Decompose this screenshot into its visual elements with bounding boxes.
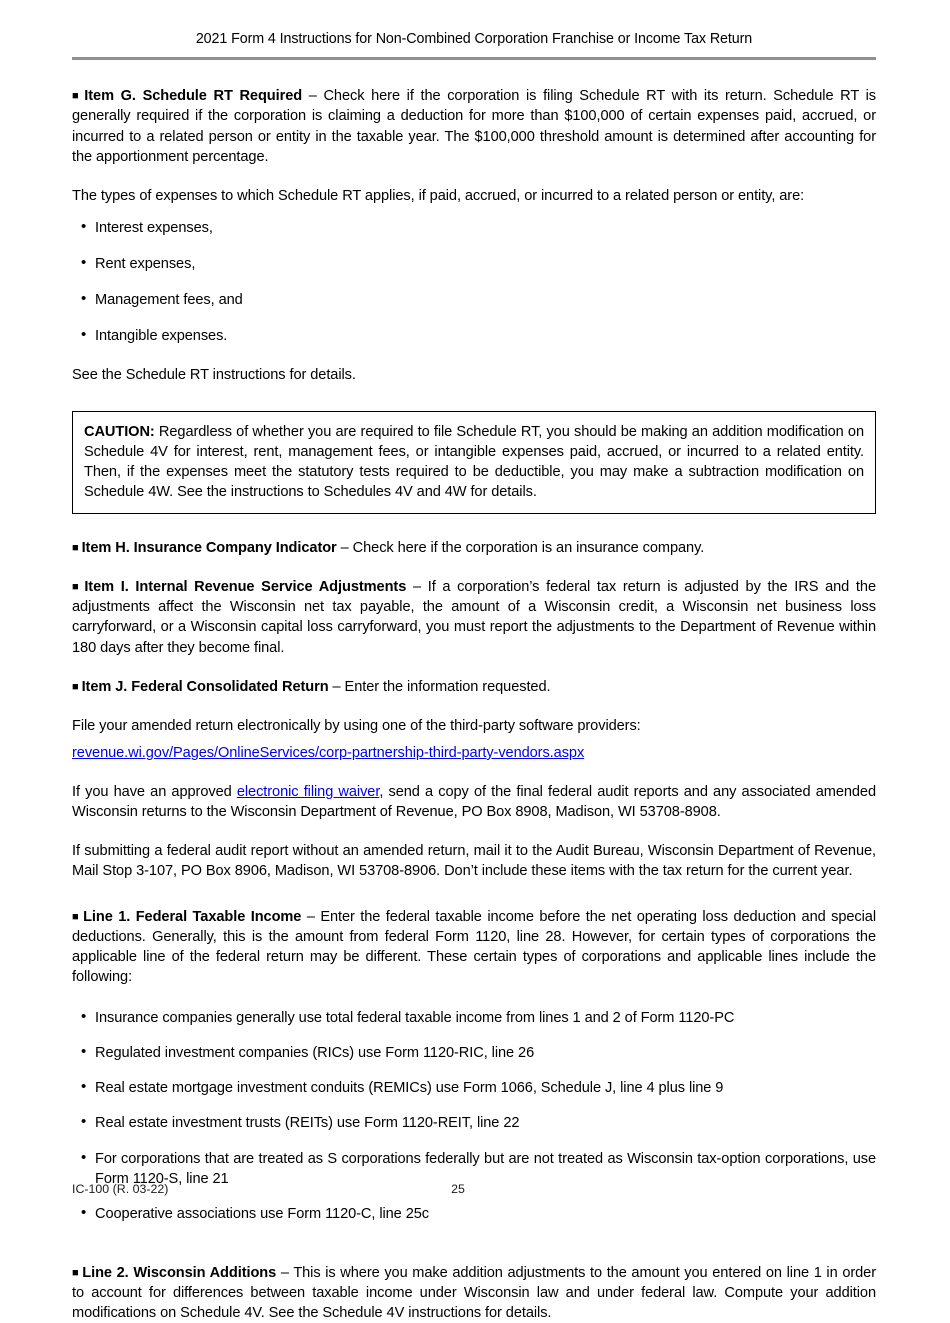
list-item: [72, 290, 876, 310]
list-item-label: Rent expenses,: [95, 256, 196, 273]
item-i-paragraph: [72, 577, 876, 658]
item-j-heading: Item J. Federal Consolidated Return: [81, 678, 329, 695]
item-j-paragraph: [72, 677, 876, 697]
list-item-label: Real estate mortgage investment conduits (REMICs) use Form 1066, Schedule J, line 4 plus line 9: [95, 1080, 724, 1097]
heading-dash: –: [302, 88, 324, 105]
item-g-paragraph: [72, 86, 876, 167]
spacer: [72, 987, 876, 1008]
form-number-label: IC-100 (R. 03-22): [72, 1182, 169, 1196]
square-bullet-icon: ■: [72, 581, 82, 594]
item-h-body: Check here if the corporation is an insurance company.: [352, 540, 705, 557]
list-item: [72, 1113, 876, 1133]
dot-bullet-icon: •: [81, 1113, 87, 1131]
expense-types-list: [72, 218, 876, 347]
item-h-paragraph: [72, 538, 876, 558]
spacer: [72, 60, 876, 86]
list-item-label: Intangible expenses.: [95, 328, 228, 345]
page-header-title: 2021 Form 4 Instructions for Non-Combined Corporation Franchise or Income Tax Return: [195, 31, 753, 47]
spacer: [72, 822, 876, 841]
dot-bullet-icon: •: [81, 1148, 87, 1166]
third-party-vendors-link[interactable]: revenue.wi.gov/Pages/OnlineServices/corp-partnership-third-party-vendors.aspx: [72, 744, 585, 761]
page-footer: [72, 1182, 876, 1198]
spacer: [72, 514, 876, 538]
dot-bullet-icon: •: [81, 254, 87, 272]
heading-dash: –: [328, 678, 345, 695]
square-bullet-icon: ■: [72, 90, 82, 103]
heading-dash: –: [406, 579, 428, 596]
dot-bullet-icon: •: [81, 1043, 87, 1061]
dot-bullet-icon: •: [81, 1203, 87, 1221]
list-item: [72, 326, 876, 346]
line-1-paragraph: [72, 907, 876, 988]
heading-dash: –: [276, 1264, 294, 1281]
list-item: [72, 1043, 876, 1063]
list-item: [72, 1078, 876, 1098]
caution-label: CAUTION:: [84, 423, 155, 440]
audit-report-paragraph: If submitting a federal audit report without an amended return, mail it to the Audit Bureau, Wisconsin Department of Revenue, Mail Stop 3-107, PO Box 8906, Madison, WI 53708-8906. Don’t include these items with the tax return for the current year.: [72, 843, 876, 880]
page-content: [72, 30, 876, 1323]
spacer: [72, 346, 876, 365]
caution-paragraph: [84, 422, 864, 503]
item-j-body: Enter the information requested.: [344, 678, 551, 695]
dot-bullet-icon: •: [81, 290, 87, 308]
square-bullet-icon: ■: [72, 910, 81, 923]
efile-intro-text: File your amended return electronically by using one of the third-party software providers:: [72, 717, 641, 734]
waiver-text-after: , send a copy of the final federal audit reports and any associated amended Wisconsin returns to the Wisconsin Department of Revenue, PO Box 8908, Madison, WI 53708-8908.: [72, 784, 876, 821]
footer-inner: [72, 1182, 876, 1198]
heading-dash: –: [301, 908, 321, 925]
spacer: [72, 658, 876, 677]
spacer: [72, 1239, 876, 1263]
dot-bullet-icon: •: [81, 326, 87, 344]
line-1-heading: Line 1. Federal Taxable Income: [83, 908, 302, 925]
spacer: [72, 697, 876, 716]
item-i-body: If a corporation’s federal tax return is adjusted by the IRS and the adjustments affect the Wisconsin net tax payable, the amount of a Wisconsin credit, a Wisconsin net business loss carryforward, or a Wisconsin capital loss carryforward, you must report the adjustments to the Department of Revenue within 180 days after they become final.: [72, 579, 876, 656]
spacer: [72, 736, 876, 743]
heading-dash: –: [336, 540, 353, 557]
item-i-heading: Item I. Internal Revenue Service Adjustments: [84, 579, 407, 596]
dot-bullet-icon: •: [81, 1008, 87, 1026]
vendor-link-paragraph: [72, 743, 876, 763]
list-item-label: For corporations that are treated as S corporations federally but are not treated as Wisconsin tax-option corporations, use Form 1120-S, line 21: [95, 1150, 876, 1187]
list-item-label: Insurance companies generally use total federal taxable income from lines 1 and 2 of Form 1120-PC: [95, 1010, 735, 1027]
schedule-rt-details-note: See the Schedule RT instructions for details.: [72, 367, 356, 384]
square-bullet-icon: ■: [72, 680, 79, 693]
item-g-body: Check here if the corporation is filing Schedule RT with its return. Schedule RT is generally required if the corporation is claiming a deduction for more than $100,000 of certain expenses paid, accrued, or incurred to a related person or entity in the taxable year. The $100,000 threshold amount is determined after accounting for the apportionment percentage.: [72, 88, 876, 165]
spacer: [72, 882, 876, 907]
square-bullet-icon: ■: [72, 1266, 80, 1279]
item-h-heading: Item H. Insurance Company Indicator: [81, 540, 337, 557]
list-item: [72, 218, 876, 238]
waiver-text-before: If you have an approved: [72, 784, 237, 801]
spacer: [72, 763, 876, 782]
spacer: [72, 558, 876, 577]
caution-callout-box: [72, 411, 876, 515]
spacer: [72, 167, 876, 186]
list-item: [72, 1008, 876, 1028]
caution-body: Regardless of whether you are required to file Schedule RT, you should be making an addition modification on Schedule 4V for interest, rent, management fees, or intangible expenses paid, accrued, or incurred to a related entity. Then, if the expenses meet the statutory tests required to be deductible, you may make a subtraction modification on Schedule 4W. See the instructions to Schedules 4V and 4W for details.: [84, 423, 864, 500]
line-1-body: Enter the federal taxable income before the net operating loss deduction and special deductions. Generally, this is the amount from federal Form 1120, line 28. However, for certain types of corporations the applicable line of the federal return may be different. These certain types of corporations and applicable lines include the following:: [72, 908, 876, 985]
list-item: [72, 254, 876, 274]
list-item-label: Management fees, and: [95, 292, 243, 309]
list-item-label: Cooperative associations use Form 1120-C, line 25c: [95, 1205, 429, 1222]
item-g-heading: Item G. Schedule RT Required: [84, 88, 303, 105]
line-2-body: This is where you make addition adjustments to the amount you entered on line 1 in order to account for differences between taxable income under Wisconsin law and under federal law. Compute your addition modifications on Schedule 4V. See the Schedule 4V instructions for details.: [72, 1264, 876, 1322]
square-bullet-icon: ■: [72, 542, 79, 555]
dot-bullet-icon: •: [81, 1078, 87, 1096]
list-item-label: Regulated investment companies (RICs) use Form 1120-RIC, line 26: [95, 1045, 535, 1062]
spacer: [72, 386, 876, 411]
item-g-expenses-intro: The types of expenses to which Schedule RT applies, if paid, accrued, or incurred to a related person or entity, are:: [72, 187, 805, 204]
line-2-paragraph: [72, 1263, 876, 1323]
list-item-label: Real estate investment trusts (REITs) use Form 1120-REIT, line 22: [95, 1115, 520, 1132]
list-item: [72, 1204, 876, 1224]
page-number-label: 25: [451, 1182, 465, 1196]
spacer: [72, 206, 876, 218]
efile-waiver-paragraph: [72, 782, 876, 822]
dot-bullet-icon: •: [81, 217, 87, 235]
electronic-filing-waiver-link[interactable]: electronic filing waiver: [236, 784, 380, 801]
list-item-label: Interest expenses,: [95, 219, 213, 236]
line-2-heading: Line 2. Wisconsin Additions: [82, 1264, 277, 1281]
